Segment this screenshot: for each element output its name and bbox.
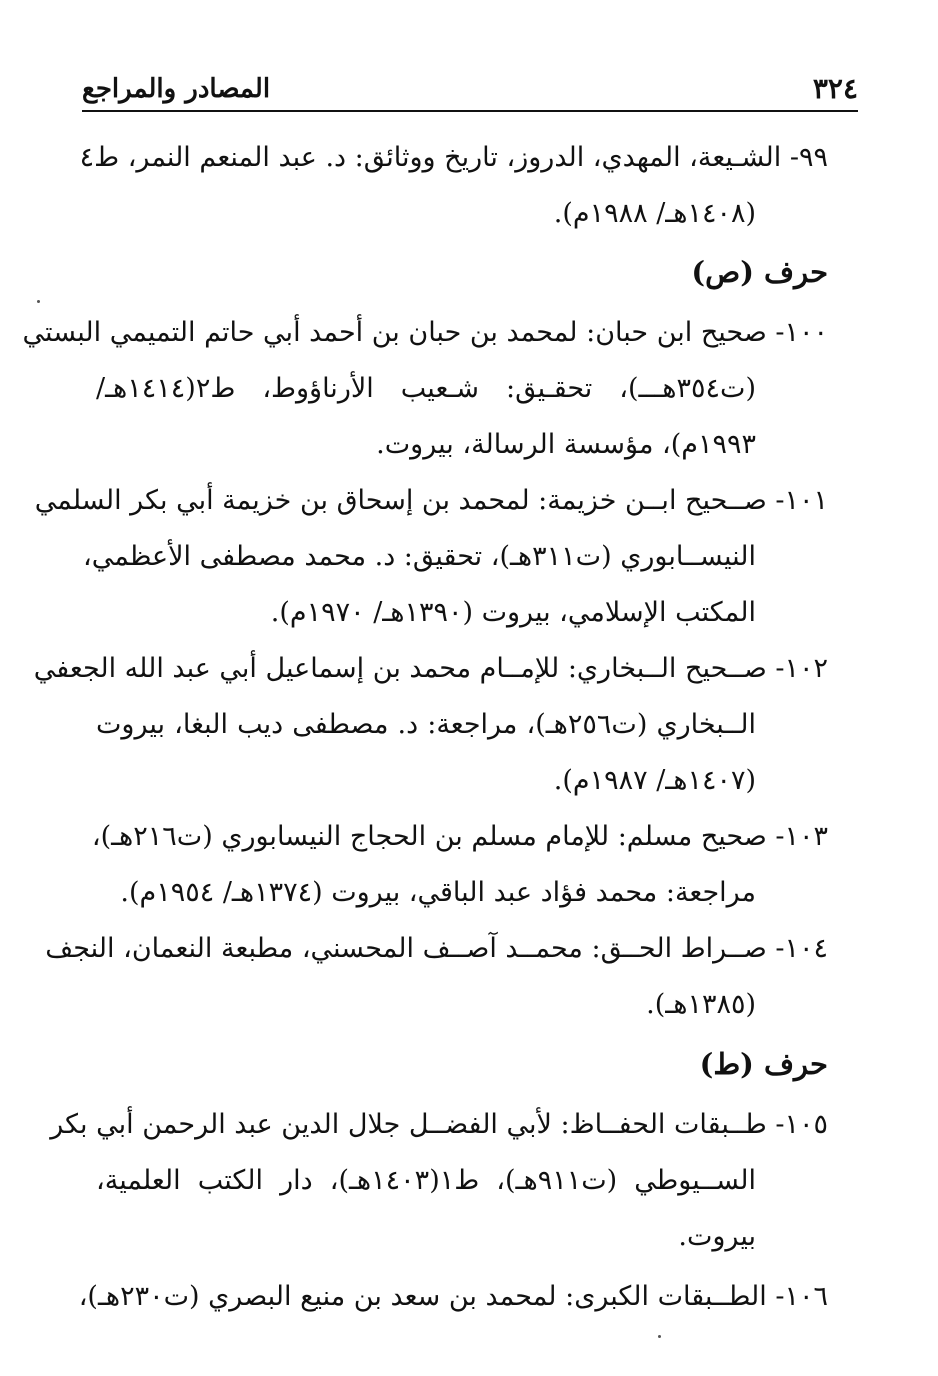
ref-102-line-1: ١٠٢- صــحيح الــبخاري: للإمــام محمد بن إسماعيل أبي عبد الله الجعفي (33, 653, 828, 684)
ref-100-line-3: ١٩٩٣م)، مؤسسة الرسالة، بيروت. (376, 429, 756, 460)
scan-speck (37, 300, 40, 303)
ref-103-line-2: مراجعة: محمد فؤاد عبد الباقي، بيروت (١٣٧٤هـ/ ١٩٥٤م). (120, 877, 756, 908)
ref-100-line-1: ١٠٠- صحيح ابن حبان: لمحمد بن حبان بن أحمد أبي حاتم التميمي البستي (22, 317, 828, 348)
ref-101-line-2: النيســابوري (ت٣١١هـ)، تحقيق: د. محمد مصطفى الأعظمي، (83, 541, 756, 572)
ref-102-line-2: الــبخاري (ت٢٥٦هـ)، مراجعة: د. مصطفى ديب البغا، بيروت (96, 709, 756, 740)
ref-103-line-1: ١٠٣- صحيح مسلم: للإمام مسلم بن الحجاج النيسابوري (ت٢١٦هـ)، (91, 821, 828, 852)
scan-speck (658, 1335, 661, 1338)
ref-101-line-3: المكتب الإسلامي، بيروت (١٣٩٠هـ/ ١٩٧٠م). (270, 597, 756, 628)
ref-101-line-1: ١٠١- صــحيح ابــن خزيمة: لمحمد بن إسحاق بن خزيمة أبي بكر السلمي (34, 485, 828, 516)
section-heading-ta: حرف (ط) (699, 1047, 828, 1081)
section-heading-sad: حرف (ص) (691, 255, 828, 289)
ref-105-line-1: ١٠٥- طــبقات الحفــاظ: لأبي الفضــل جلال الدين عبد الرحمن أبي بكر (50, 1109, 828, 1140)
running-header (82, 70, 858, 112)
page-number: ٣٢٤ (812, 72, 858, 105)
ref-99-line-2: (١٤٠٨هـ/ ١٩٨٨م). (553, 198, 756, 229)
ref-99-line-1: ٩٩- الشـيعة، المهدي، الدروز، تاريخ ووثائق: د. عبد المنعم النمر، ط٤ (79, 142, 828, 173)
header-title: المصادر والمراجع (82, 74, 271, 104)
ref-104-line-1: ١٠٤- صــراط الحــق: محمــد آصــف المحسني، مطبعة النعمان، النجف (45, 933, 828, 964)
ref-102-line-3: (١٤٠٧هـ/ ١٩٨٧م). (553, 765, 756, 796)
ref-104-line-2: (١٣٨٥هـ). (646, 989, 756, 1020)
ref-105-line-3: بيروت. (678, 1221, 756, 1252)
ref-106-line-1: ١٠٦- الطــبقات الكبرى: لمحمد بن سعد بن منيع البصري (ت٢٣٠هـ)، (78, 1281, 828, 1312)
ref-100-line-2: (ت٣٥٤هـــ)، تحقـيق: شـعيب الأرناؤوط، ط٢(١٤١٤هـ/ (96, 373, 756, 404)
ref-105-line-2: الســيوطي (ت٩١١هـ)، ط١(١٤٠٣هـ)، دار الكتب العلمية، (96, 1165, 756, 1196)
